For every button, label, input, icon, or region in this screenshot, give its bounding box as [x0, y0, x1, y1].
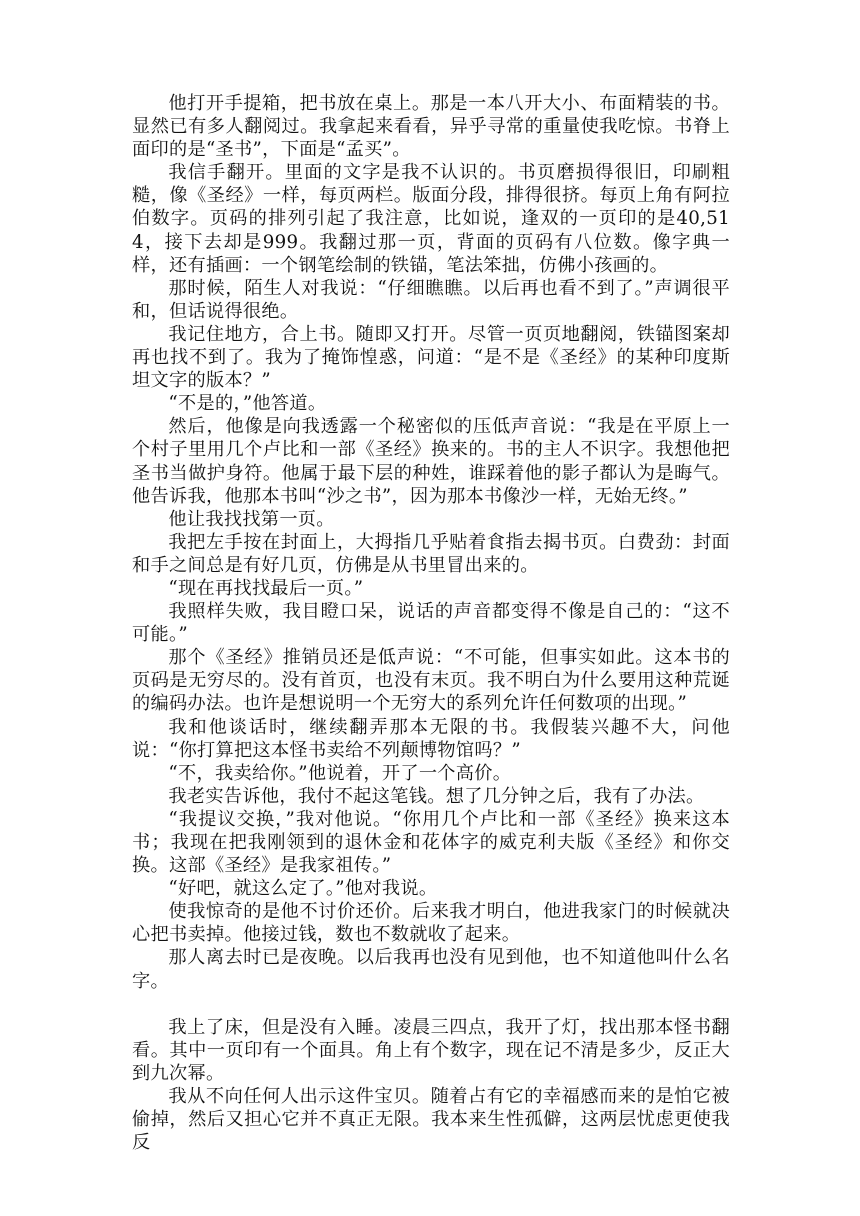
- paragraph: 他让我找找第一页。: [168, 508, 335, 530]
- section-break: [132, 993, 730, 1016]
- paragraph: 那时候，陌生人对我说：“仔细瞧瞧。以后再也看不到了。”声调很平和，但话说得很绝。: [132, 277, 730, 322]
- paragraph: “现在再找找最后一页。”: [168, 577, 364, 599]
- paragraph: 然后，他像是向我透露一个秘密似的压低声音说：“我是在平原上一个村子里用几个卢比和一部《圣经》换来的。书的主人不识字。我想他把圣书当做护身符。他属于最下层的种姓，谁踩着他的影子都认为是晦气。他告诉我，他那本书叫“沙之书”，因为那本书像沙一样，无始无终。”: [132, 416, 730, 507]
- document-page: [132, 92, 730, 1154]
- paragraph: 我老实告诉他，我付不起这笔钱。想了几分钟之后，我有了办法。: [168, 785, 705, 807]
- paragraph: “我提议交换，”我对他说。“你用几个卢比和一部《圣经》换来这本书；我现在把我刚领到的退休金和花体字的威克利夫版《圣经》和你交换。这部《圣经》是我家祖传。”: [132, 808, 730, 877]
- paragraph: 我信手翻开。里面的文字是我不认识的。书页磨损得很旧，印刷粗糙，像《圣经》一样，每页两栏。版面分段，排得很挤。每页上角有阿拉伯数字。页码的排列引起了我注意，比如说，逢双的一页印的是40,514，接下去却是999。我翻过那一页，背面的页码有八位数。像字典一样，还有插画：一个钢笔绘制的铁锚，笔法笨拙，仿佛小孩画的。: [132, 162, 730, 276]
- paragraph: 使我惊奇的是他不讨价还价。后来我才明白，他进我家门的时候就决心把书卖掉。他接过钱，数也不数就收了起来。: [132, 901, 730, 946]
- paragraph: 他打开手提箱，把书放在桌上。那是一本八开大小、布面精装的书。显然已有多人翻阅过。我拿起来看看，异乎寻常的重量使我吃惊。书脊上面印的是“圣书”，下面是“孟买”。: [132, 93, 730, 161]
- paragraph: 我照样失败，我目瞪口呆，说话的声音都变得不像是自己的：“这不可能。”: [132, 601, 730, 646]
- paragraph: 我记住地方，合上书。随即又打开。尽管一页页地翻阅，铁锚图案却再也找不到了。我为了掩饰惶惑，问道：“是不是《圣经》的某种印度斯坦文字的版本？”: [132, 323, 730, 392]
- paragraph: 那个《圣经》推销员还是低声说：“不可能，但事实如此。这本书的页码是无穷尽的。没有首页，也没有末页。我不明白为什么要用这种荒诞的编码办法。也许是想说明一个无穷大的系列允许任何数项的出现。”: [132, 647, 730, 715]
- paragraph: “不是的，”他答道。: [168, 393, 327, 415]
- paragraph: 我和他谈话时，继续翻弄那本无限的书。我假装兴趣不大，问他说：“你打算把这本怪书卖给不列颠博物馆吗？”: [132, 716, 730, 761]
- paragraph: 我上了床，但是没有入睡。凌晨三四点，我开了灯，找出那本怪书翻看。其中一页印有一个面具。角上有个数字，现在记不清是多少，反正大到九次幂。: [132, 1016, 730, 1084]
- paragraph: 我从不向任何人出示这件宝贝。随着占有它的幸福感而来的是怕它被偷掉，然后又担心它并不真正无限。我本来生性孤僻，这两层忧虑更使我反: [132, 1085, 730, 1154]
- paragraph: “不，我卖给你。”他说着，开了一个高价。: [168, 762, 512, 784]
- paragraph: 我把左手按在封面上，大拇指几乎贴着食指去揭书页。白费劲：封面和手之间总是有好几页，仿佛是从书里冒出来的。: [132, 531, 730, 576]
- paragraph: “好吧，就这么定了。”他对我说。: [168, 878, 438, 900]
- paragraph: 那人离去时已是夜晚。以后我再也没有见到他，也不知道他叫什么名字。: [132, 947, 730, 992]
